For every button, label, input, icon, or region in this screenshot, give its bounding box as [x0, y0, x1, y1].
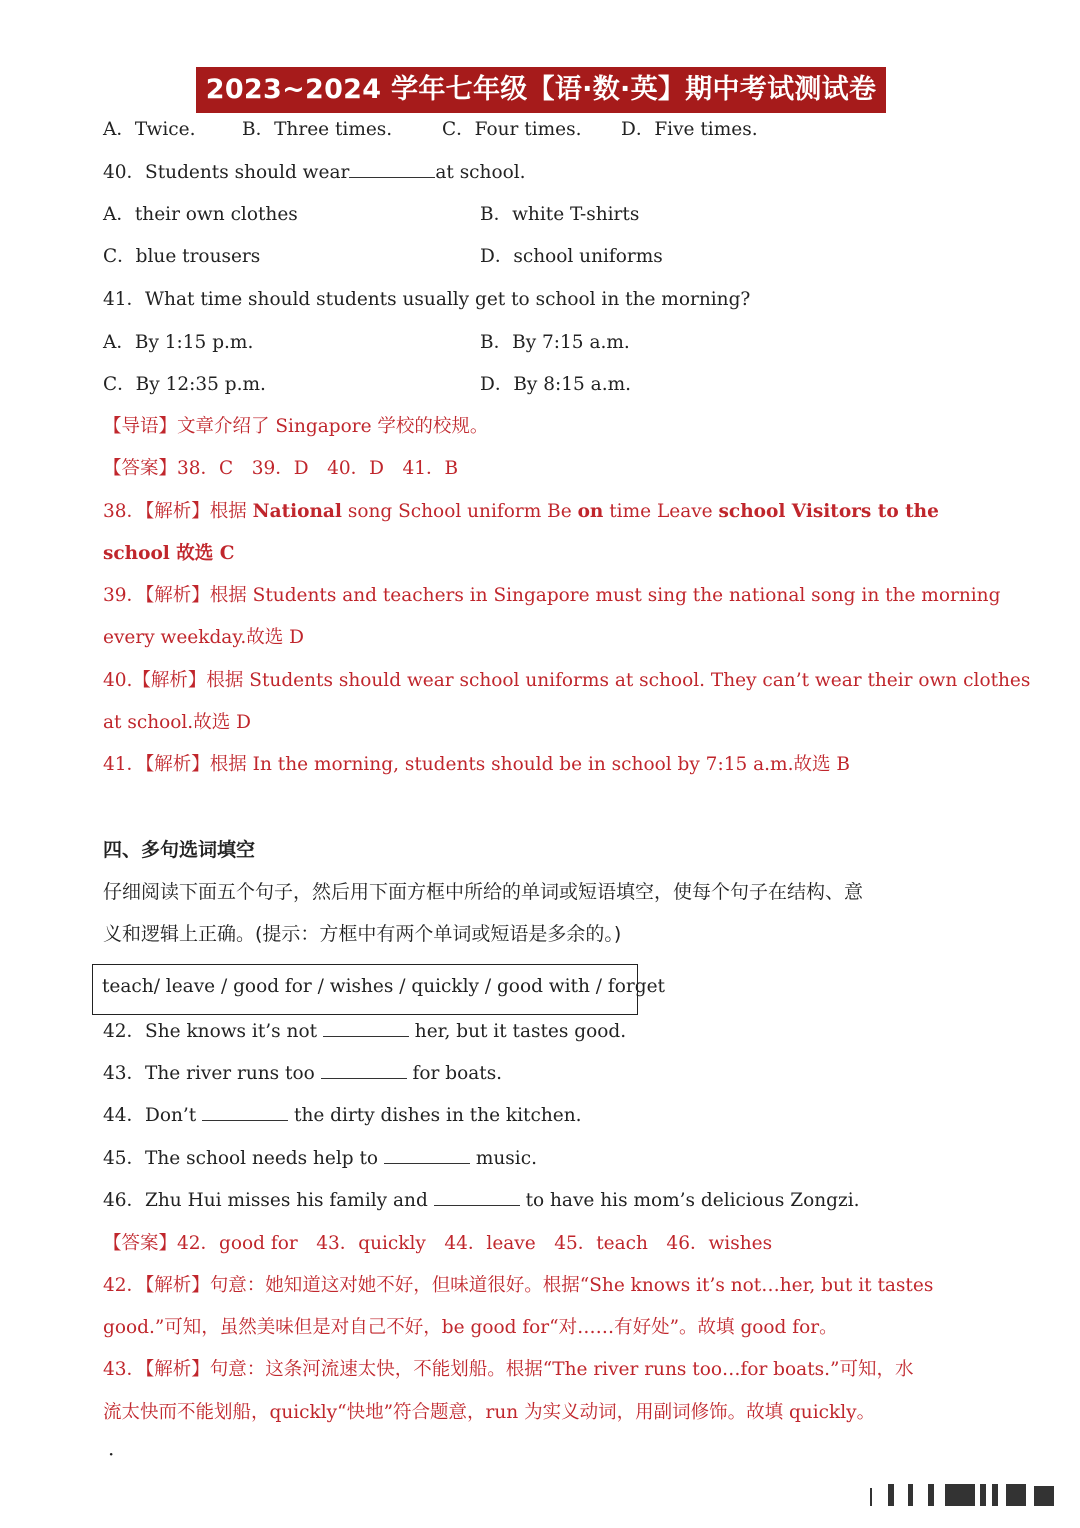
q39-option-c: C．Four times. — [442, 119, 582, 140]
question-45 — [103, 1144, 537, 1174]
q44-post: the dirty dishes in the kitchen. — [288, 1105, 582, 1126]
question-42 — [103, 1017, 626, 1047]
q40-stem-post: at school. — [435, 162, 526, 183]
q39-option-b: B．Three times. — [242, 119, 393, 140]
exp38-bold: on — [577, 501, 604, 522]
explanation-38-line1 — [103, 497, 939, 527]
q42-blank — [323, 1018, 409, 1037]
q40-option-b: B．white T-shirts — [480, 204, 640, 225]
exp38-part: time Leave — [603, 501, 719, 522]
q46-pre: 46．Zhu Hui misses his family and — [103, 1190, 434, 1211]
explanation-43-line1: 43．【解析】句意：这条河流速太快，不能划船。根据“The river runs too…for boats.”可知，水 — [103, 1359, 914, 1380]
question-43 — [103, 1059, 502, 1089]
q43-blank — [321, 1060, 407, 1079]
exp38-part: song School uniform Be — [341, 501, 578, 522]
exp38-part: 38．【解析】根据 — [103, 501, 253, 522]
q39-option-a: A．Twice. — [103, 119, 196, 140]
reading-answer: 【答案】38．C 39．D 40．D 41．B — [103, 458, 459, 479]
q45-blank — [384, 1145, 470, 1164]
explanation-41-line1: 41．【解析】根据 In the morning, students should be in school by 7:15 a.m.故选 B — [103, 754, 850, 775]
q41-stem: 41．What time should students usually get to school in the morning? — [103, 289, 751, 310]
explanation-42-line1: 42．【解析】句意：她知道这对她不好，但味道很好。根据“She knows it’s not…her, but it tastes — [103, 1275, 934, 1296]
q45-pre: 45．The school needs help to — [103, 1148, 384, 1169]
explanation-43-line2: 流太快而不能划船，quickly“快地”符合题意，run 为实义动词，用副词修饰。故填 quickly。 — [103, 1402, 876, 1423]
q41-option-d: D．By 8:15 a.m. — [480, 374, 632, 395]
q41-option-a: A．By 1:15 p.m. — [103, 332, 254, 353]
q40-option-c: C．blue trousers — [103, 246, 261, 267]
explanation-40-line2: at school.故选 D — [103, 712, 251, 733]
exp38-bold: school — [718, 501, 786, 522]
q44-pre: 44．Don’t — [103, 1105, 203, 1126]
q40-option-a: A．their own clothes — [103, 204, 298, 225]
q43-post: for boats. — [406, 1063, 503, 1084]
q45-post: music. — [469, 1148, 537, 1169]
explanation-42-line2: good.”可知，虽然美味但是对自己不好，be good for“对……有好处”。故填 good for。 — [103, 1317, 838, 1338]
section-4-instructions-line1: 仔细阅读下面五个句子，然后用下面方框中所给的单词或短语填空，使每个句子在结构、意 — [103, 881, 864, 903]
q41-option-c: C．By 12:35 p.m. — [103, 374, 266, 395]
question-44 — [103, 1101, 582, 1131]
barcode-watermark-icon — [830, 1474, 1060, 1508]
q46-blank — [434, 1187, 520, 1206]
exp38-bold: Visitors to the — [785, 501, 939, 522]
q42-pre: 42．She knows it’s not — [103, 1021, 323, 1042]
exp38-bold: National — [252, 501, 342, 522]
q43-pre: 43．The river runs too — [103, 1063, 321, 1084]
q44-blank — [202, 1102, 288, 1121]
q39-option-d: D．Five times. — [621, 119, 758, 140]
explanation-38-line2: school 故选 C — [103, 543, 235, 564]
q40-blank — [349, 159, 435, 178]
fill-answer: 【答案】42．good for 43．quickly 44．leave 45．teach 46．wishes — [103, 1233, 773, 1254]
explanation-39-line2: every weekday.故选 D — [103, 627, 304, 648]
q42-post: her, but it tastes good. — [408, 1021, 627, 1042]
q40-stem-pre: 40．Students should wear — [103, 162, 350, 183]
q40-option-d: D．school uniforms — [480, 246, 663, 267]
reading-intro: 【导语】文章介绍了 Singapore 学校的校规。 — [103, 416, 489, 437]
q40-stem — [103, 158, 526, 188]
trailing-dot: · — [108, 1442, 115, 1466]
explanation-39-line1: 39．【解析】根据 Students and teachers in Singapore must sing the national song in the morning — [103, 585, 1001, 606]
section-4-title: 四、多句选词填空 — [103, 839, 256, 861]
exam-title-banner: 2023~2024 学年七年级【语·数·英】期中考试测试卷 — [196, 67, 886, 113]
section-4-instructions-line2: 义和逻辑上正确。(提示：方框中有两个单词或短语是多余的。) — [103, 923, 622, 945]
word-bank-box: teach/ leave / good for / wishes / quickly / good with / forget — [92, 964, 638, 1015]
explanation-40-line1: 40.【解析】根据 Students should wear school uniforms at school. They can’t wear their own clothes — [103, 670, 1031, 691]
q46-post: to have his mom’s delicious Zongzi. — [519, 1190, 860, 1211]
question-46 — [103, 1186, 860, 1216]
q41-option-b: B．By 7:15 a.m. — [480, 332, 630, 353]
